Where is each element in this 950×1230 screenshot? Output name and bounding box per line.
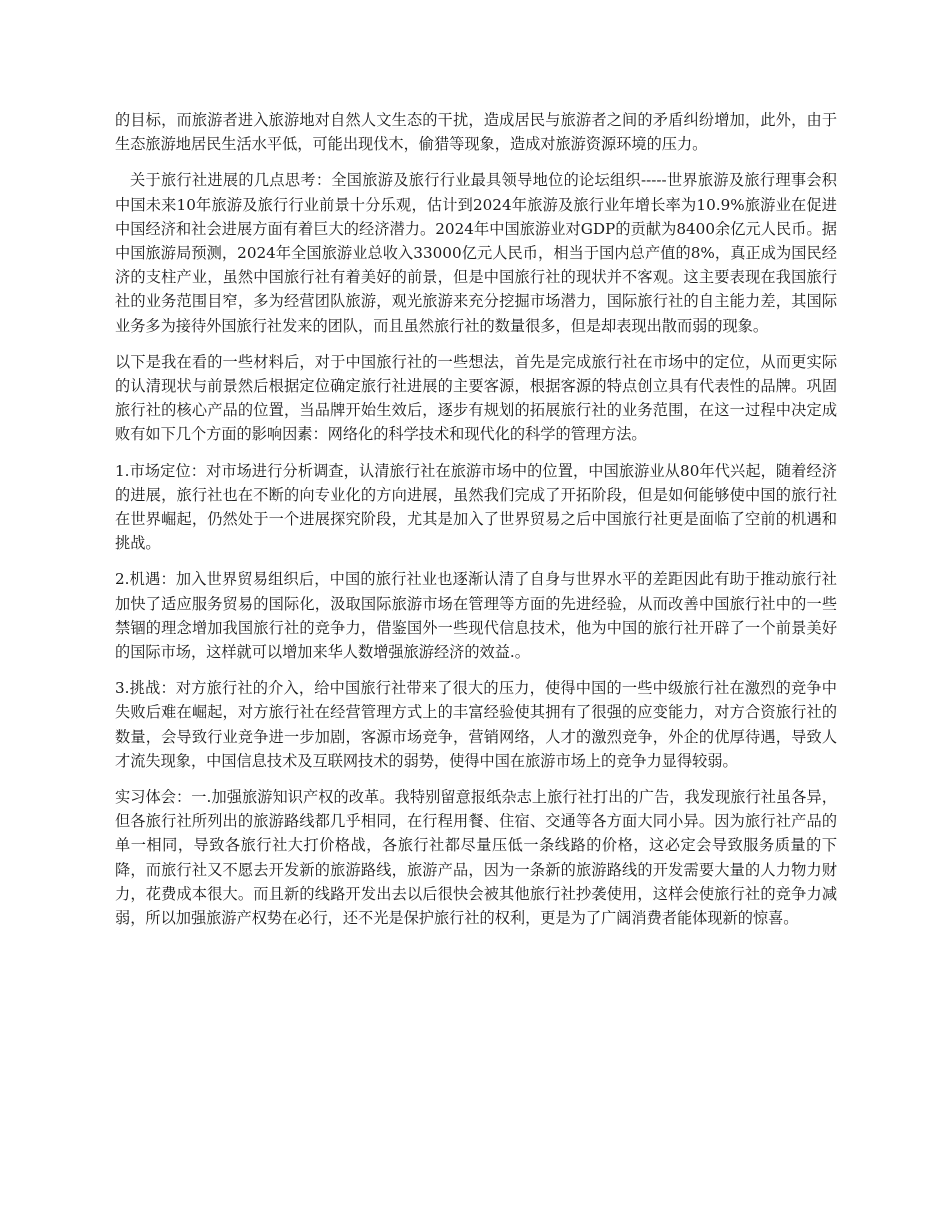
paragraph-7: 实习体会：一.加强旅游知识产权的改革。我特别留意报纸杂志上旅行社打出的广告，我发现旅行社虽各异，但各旅行社所列出的旅游路线都几乎相同，在行程用餐、住宿、交通等各方面大同小异。因为旅行社产品的单一相同，导致各旅行社大打价格战，各旅行社都尽量压低一条线路的价格，这必定会导致服务质量的下降，而旅行社又不愿去开发新的旅游路线，旅游产品，因为一条新的旅游路线的开发需要大量的人力物力财力，花费成本很大。而且新的线路开发出去以后很快会被其他旅行社抄袭使用，这样会使旅行社的竞争力减弱，所以加强旅游产权势在必行，还不光是保护旅行社的权利，更是为了广阔消费者能体现新的惊喜。 [115,788,837,928]
paragraph-1: 的目标，而旅游者进入旅游地对自然人文生态的干扰，造成居民与旅游者之间的矛盾纠纷增加，此外，由于生态旅游地居民生活水平低，可能出现伐木，偷猎等现象，造成对旅游资源环境的压力。 [115,111,837,154]
paragraph-5: 2.机遇：加入世界贸易组织后，中国的旅行社业也逐渐认清了自身与世界水平的差距因此有助于推动旅行社加快了适应服务贸易的国际化，汲取国际旅游市场在管理等方面的先进经验，从而改善中国旅行社中的一些禁锢的理念增加我国旅行社的竞争力，借鉴国外一些现代信息技术，他为中国的旅行社开辟了一个前景美好的国际市场，这样就可以增加来华人数增强旅游经济的效益.。 [115,570,837,662]
paragraph-6: 3.挑战：对方旅行社的介入，给中国旅行社带来了很大的压力，使得中国的一些中级旅行社在激烈的竞争中失败后难在崛起，对方旅行社在经营管理方式上的丰富经验使其拥有了很强的应变能力，对方合资旅行社的数量，会导致行业竞争进一步加剧，客源市场竞争，营销网络，人才的激烈竞争，外企的优厚待遇，导致人才流失现象，中国信息技术及互联网技术的弱势，使得中国在旅游市场上的竞争力显得较弱。 [115,679,837,770]
document-page [115,108,837,942]
paragraph-4: 1.市场定位：对市场进行分析调查，认清旅行社在旅游市场中的位置，中国旅游业从80年代兴起，随着经济的进展，旅行社也在不断的向专业化的方向进展，虽然我们完成了开拓阶段，但是如何能够使中国的旅行社在世界崛起，仍然处于一个进展探究阶段，尤其是加入了世界贸易之后中国旅行社更是面临了空前的机遇和挑战。 [115,461,837,553]
paragraph-2: 关于旅行社进展的几点思考：全国旅游及旅行行业最具领导地位的论坛组织-----世界旅游及旅行理事会积中国未来10年旅游及旅行行业前景十分乐观，估计到2024年旅游及旅行业年增长率为10.9%旅游业在促进中国经济和社会进展方面有着巨大的经济潜力。2024年中国旅游业对GDP的贡献为8400余亿元人民币。据中国旅游局预测，2024年全国旅游业总收入33000亿元人民币，相当于国内总产值的8%，真正成为国民经济的支柱产业，虽然中国旅行社有着美好的前景，但是中国旅行社的现状并不客观。这主要表现在我国旅行社的业务范围目窄，多为经营团队旅游，观光旅游来充分挖掘市场潜力，国际旅行社的自主能力差，其国际业务多为接待外国旅行社发来的团队，而且虽然旅行社的数量很多，但是却表现出散而弱的现象。 [115,171,837,335]
paragraph-3: 以下是我在看的一些材料后，对于中国旅行社的一些想法，首先是完成旅行社在市场中的定位，从而更实际的认清现状与前景然后根据定位确定旅行社进展的主要客源，根据客源的特点创立具有代表性的品牌。巩固旅行社的核心产品的位置，当品牌开始生效后，逐步有规划的拓展旅行社的业务范围，在这一过程中决定成败有如下几个方面的影响因素：网络化的科学技术和现代化的科学的管理方法。 [115,352,837,444]
